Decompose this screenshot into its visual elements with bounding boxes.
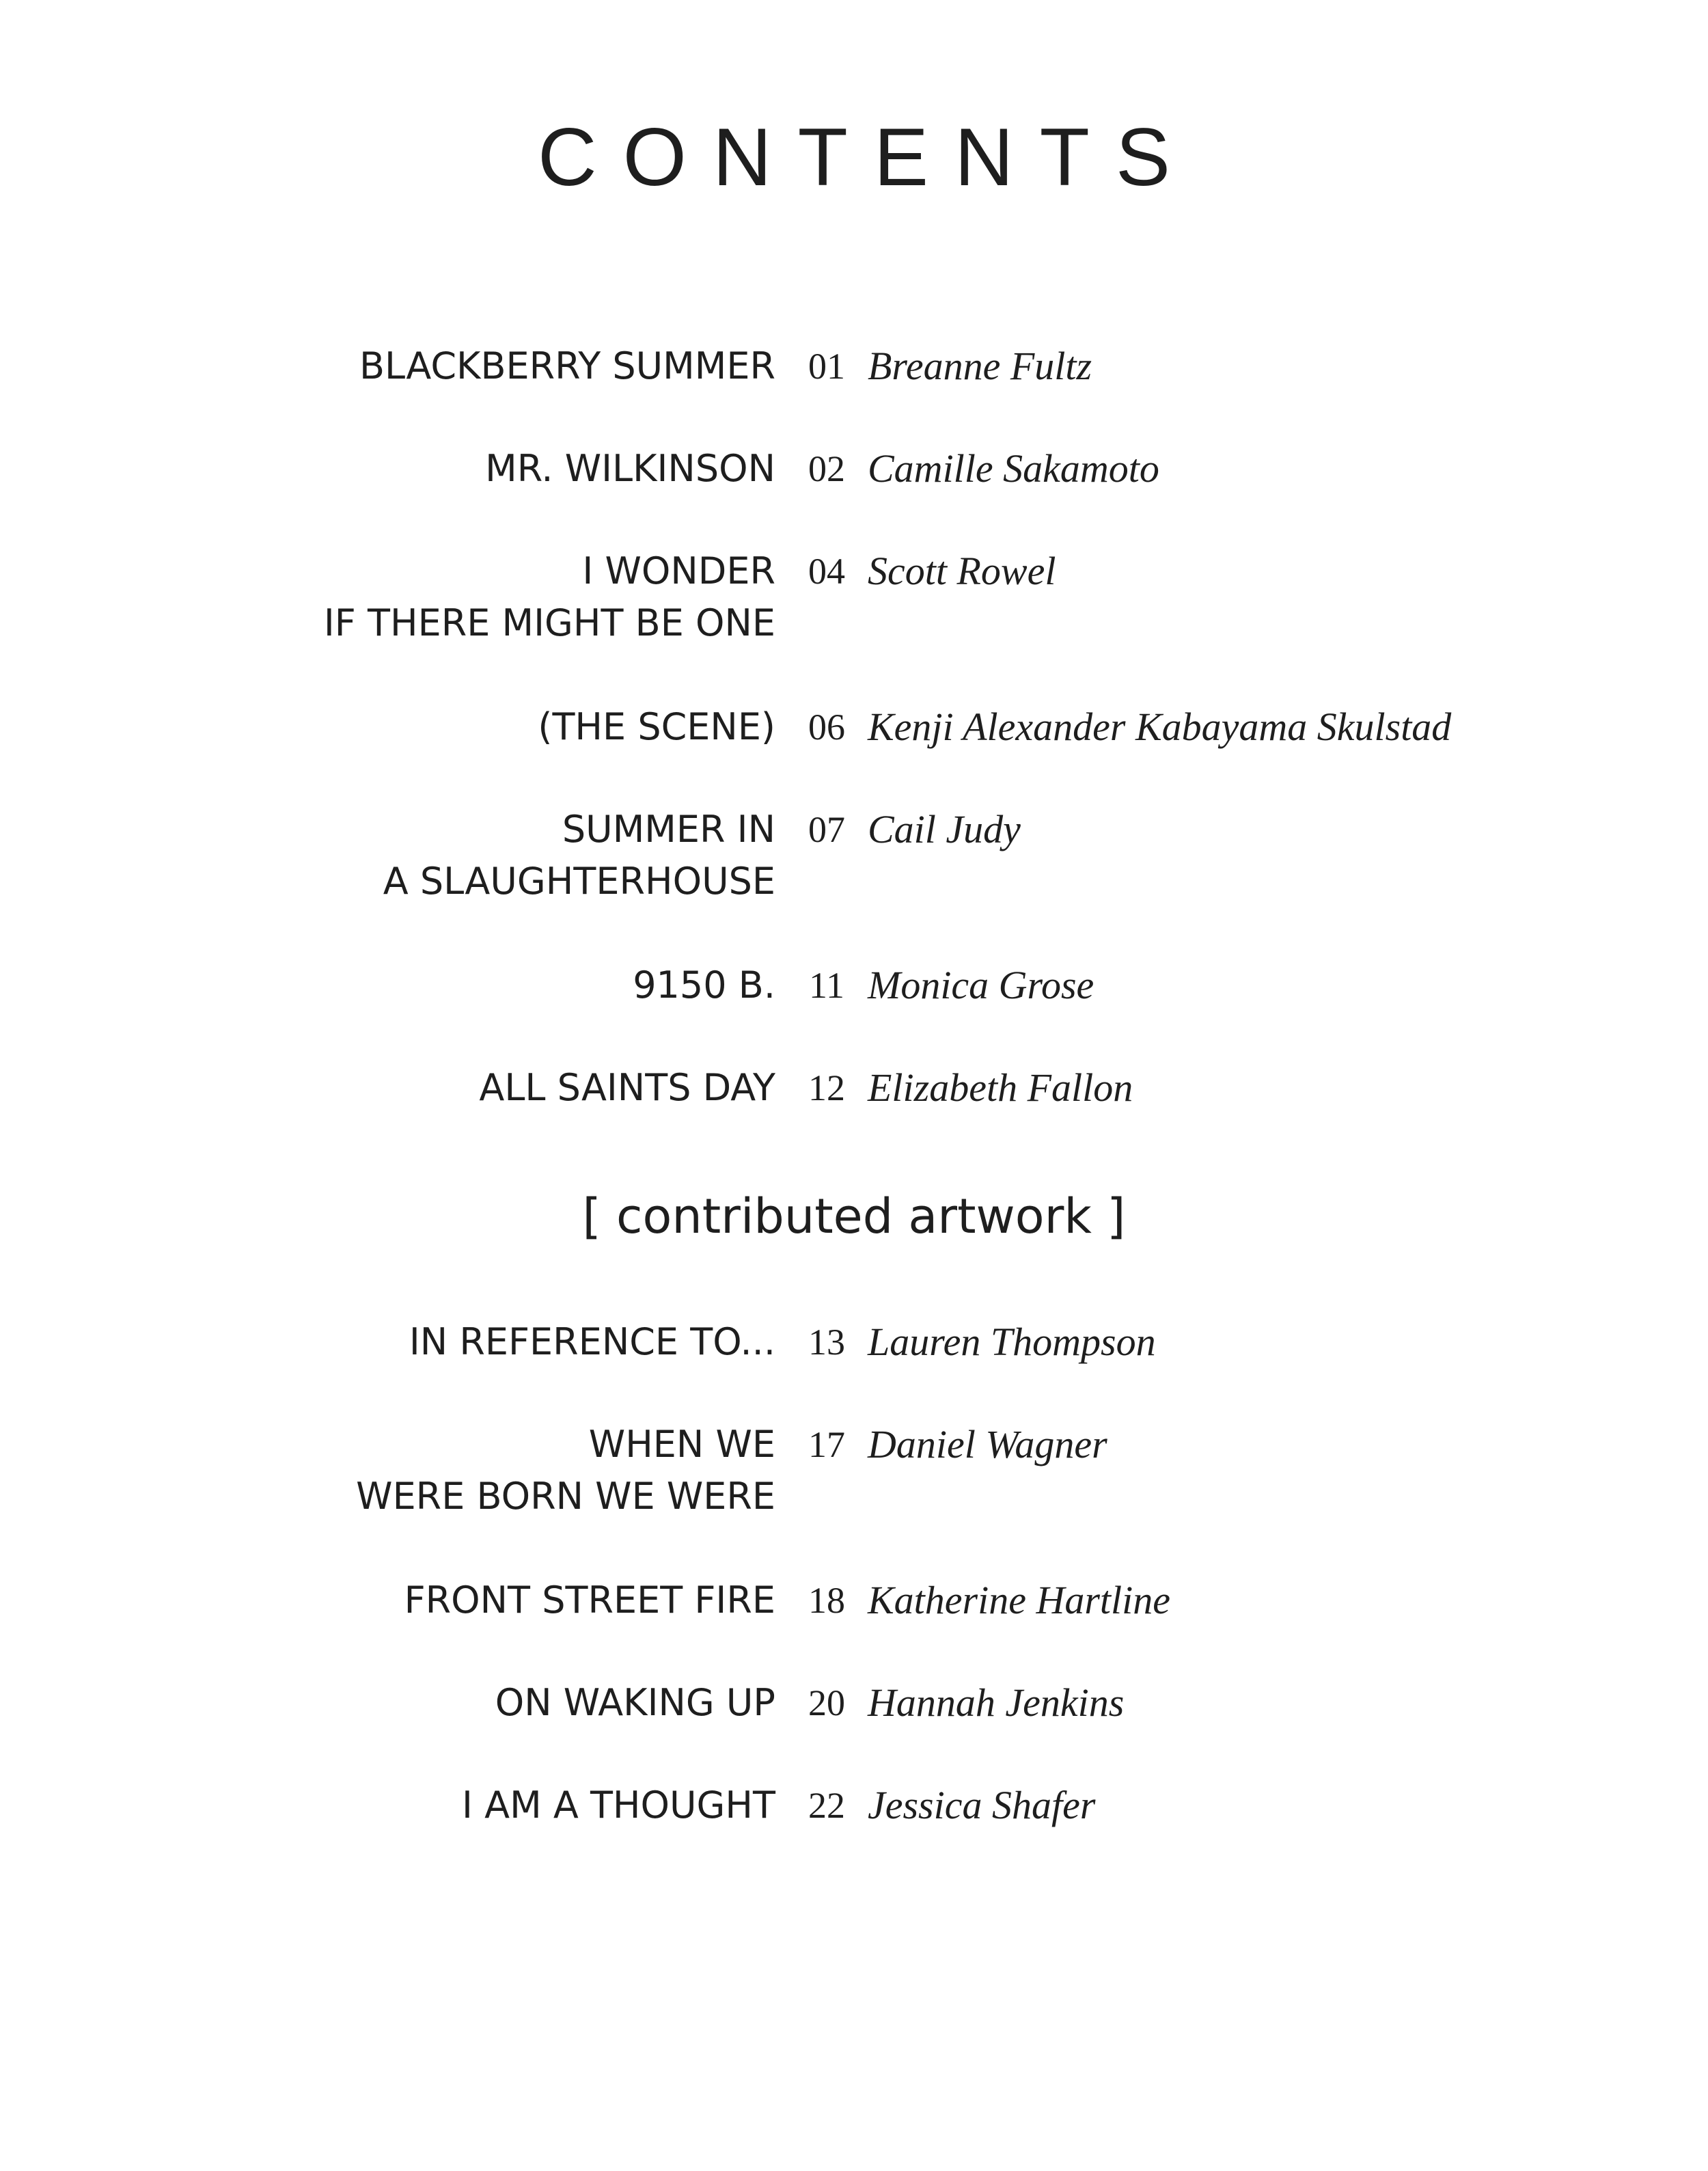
toc-entry-title: IN REFERENCE TO...	[409, 1320, 775, 1363]
toc-entry-title: ON WAKING UP	[495, 1681, 775, 1724]
toc-entry-9150-b[interactable]	[0, 959, 1708, 1007]
toc-entry-title: I AM A THOUGHT	[462, 1784, 775, 1827]
toc-entry-page: 02	[808, 448, 845, 489]
toc-entry-front-street-fire[interactable]	[0, 1574, 1708, 1622]
toc-entry-author: Breanne Fultz	[868, 344, 1092, 388]
toc-entry-blackberry-summer[interactable]	[0, 340, 1708, 388]
toc-entry-author: Scott Rowel	[868, 549, 1056, 593]
toc-entry-the-scene[interactable]	[0, 701, 1708, 749]
toc-entry-i-wonder[interactable]	[0, 545, 1708, 644]
toc-entry-page: 12	[808, 1067, 845, 1108]
toc-entry-title: ALL SAINTS DAY	[479, 1066, 775, 1109]
toc-entry-i-am-a-thought[interactable]	[0, 1779, 1708, 1827]
toc-entry-title: 9150 B.	[633, 964, 775, 1007]
toc-entry-page: 22	[808, 1785, 845, 1826]
toc-entry-page: 04	[808, 551, 845, 592]
toc-entry-author: Cail Judy	[868, 807, 1021, 851]
toc-entry-page: 07	[808, 809, 845, 850]
toc-entry-title: SUMMER IN A SLAUGHTERHOUSE	[383, 808, 775, 903]
toc-entry-page: 18	[808, 1580, 845, 1621]
toc-entry-page: 11	[809, 965, 844, 1006]
toc-entry-author: Lauren Thompson	[868, 1320, 1156, 1364]
toc-entry-on-waking-up[interactable]	[0, 1677, 1708, 1725]
toc-entry-page: 20	[808, 1682, 845, 1723]
page-title: CONTENTS	[538, 111, 1196, 203]
toc-entry-page: 01	[808, 346, 845, 387]
toc-entry-page: 13	[808, 1322, 845, 1363]
toc-entry-author: Jessica Shafer	[868, 1783, 1096, 1827]
toc-entry-author: Monica Grose	[868, 963, 1094, 1007]
toc-entry-title: BLACKBERRY SUMMER	[359, 344, 775, 387]
toc-entry-title: FRONT STREET FIRE	[404, 1579, 775, 1622]
section-divider-contributed-artwork: [ contributed artwork ]	[582, 1188, 1126, 1244]
toc-entry-author: Hannah Jenkins	[868, 1680, 1125, 1725]
toc-entry-all-saints-day[interactable]	[0, 1062, 1708, 1110]
toc-entry-author: Kenji Alexander Kabayama Skulstad	[868, 705, 1452, 749]
toc-entry-title: MR. WILKINSON	[485, 447, 775, 490]
toc-entry-title: WHEN WE WERE BORN WE WERE	[356, 1423, 775, 1518]
toc-entry-author: Elizabeth Fallon	[868, 1065, 1133, 1110]
toc-entry-title: I WONDER IF THERE MIGHT BE ONE	[323, 549, 775, 644]
toc-entry-page: 06	[808, 707, 845, 748]
toc-entry-author: Daniel Wagner	[868, 1422, 1107, 1466]
toc-entry-in-reference-to[interactable]	[0, 1316, 1708, 1364]
toc-entry-author: Camille Sakamoto	[868, 446, 1159, 491]
toc-entry-page: 17	[808, 1424, 845, 1465]
toc-entry-title: (THE SCENE)	[538, 705, 775, 748]
toc-entry-author: Katherine Hartline	[868, 1578, 1171, 1622]
